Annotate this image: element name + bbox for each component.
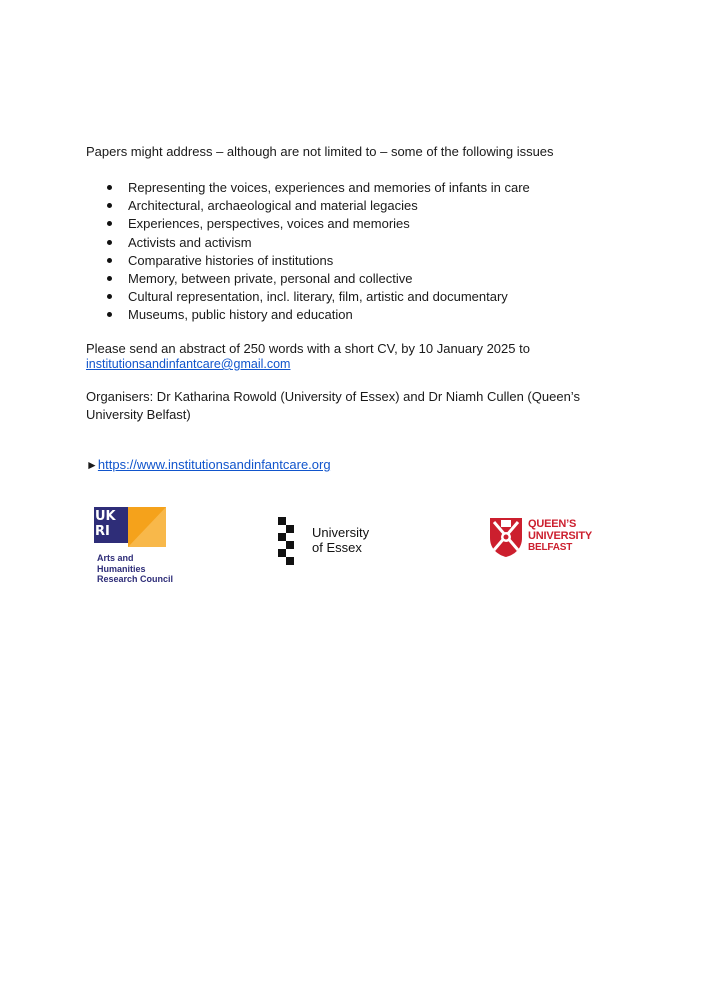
website-link[interactable]: https://www.institutionsandinfantcare.org [97, 457, 331, 472]
list-item: Memory, between private, personal and collective [128, 270, 530, 288]
arrow-icon: ► [86, 458, 98, 472]
qub-crest-icon [488, 516, 524, 558]
essex-logo [278, 517, 388, 567]
list-item: Cultural representation, incl. literary, film, artistic and documentary [128, 288, 530, 306]
list-item: Representing the voices, experiences and memories of infants in care [128, 179, 530, 197]
list-item: Comparative histories of institutions [128, 252, 530, 270]
website-line [86, 457, 331, 472]
ahrc-logo [94, 507, 204, 589]
organisers-text: Organisers: Dr Katharina Rowold (University of Essex) and Dr Niamh Cullen (Queen’s University Belfast) [86, 389, 580, 422]
list-item: Activists and activism [128, 234, 530, 252]
intro-text: Papers might address – although are not limited to – some of the following issues [86, 144, 554, 159]
issues-list [86, 179, 530, 325]
essex-mark-icon [278, 517, 300, 567]
submission-instructions: Please send an abstract of 250 words with a short CV, by 10 January 2025 to [86, 341, 530, 356]
ukri-letters-bottom: RI [95, 524, 110, 539]
list-item: Museums, public history and education [128, 306, 530, 324]
ukri-orange-shape [128, 507, 166, 547]
ukri-letters-top: UK [95, 509, 116, 524]
list-item: Experiences, perspectives, voices and memories [128, 215, 530, 233]
ukri-tile [94, 507, 128, 543]
list-item: Architectural, archaeological and material legacies [128, 197, 530, 215]
qub-logo [488, 516, 608, 560]
qub-name: QUEEN’S UNIVERSITY BELFAST [528, 518, 593, 553]
essex-name: University of Essex [312, 525, 370, 555]
ahrc-name: Arts and Humanities Research Council [97, 553, 174, 584]
email-link[interactable]: institutionsandinfantcare@gmail.com [86, 357, 291, 371]
